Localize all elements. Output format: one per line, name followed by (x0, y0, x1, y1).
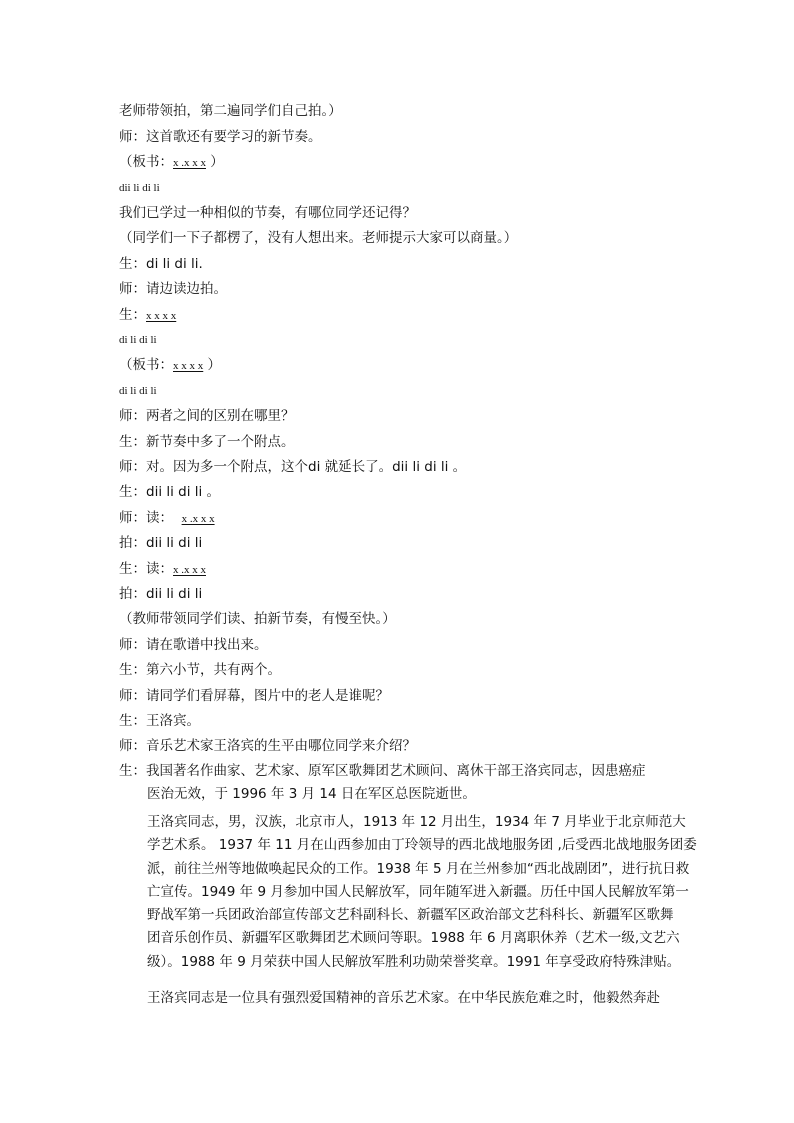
text-line: （同学们一下子都楞了，没有人想出来。老师提示大家可以商量。） (119, 230, 518, 246)
text-line: 师：请在歌谱中找出来。 (119, 637, 268, 653)
paragraph-line: 级）。1988 年 9 月荣获中国人民解放军胜利功勋荣誉奖章。1991 年享受政府特殊津贴。 (147, 953, 681, 970)
text-line: 师：请同学们看屏幕，图片中的老人是谁呢？ (119, 688, 389, 704)
text-line: 老师带领拍，第二遍同学们自己拍。） (119, 103, 342, 119)
text-line: 师：音乐艺术家王洛宾的生平由哪位同学来介绍？ (119, 738, 416, 754)
text-line: 拍：dii li di li (119, 586, 203, 602)
speaker-prefix: 生：读： (119, 561, 173, 577)
paragraph-line: 医治无效，于 1996 年 3 月 14 日在军区总医院逝世。 (147, 786, 476, 803)
text-line: 生：王洛宾。 (119, 713, 200, 729)
text-line: 师：两者之间的区别在哪里？ (119, 408, 295, 424)
paragraph-line: 王洛宾同志，男，汉族，北京市人，1913 年 12 月出生，1934 年 7 月毕业于北京师范大 (147, 814, 686, 830)
rhythm-notation: x .x x x (173, 564, 206, 576)
board-note-suffix: ） (206, 154, 224, 170)
board-note-line (119, 355, 221, 376)
paragraph-line: 王洛宾同志是一位具有强烈爱国精神的音乐艺术家。在中华民族危难之时，他毅然奔赴 (147, 990, 660, 1006)
syllable-line: di li di li (119, 385, 157, 397)
rhythm-line (119, 559, 206, 580)
board-note-suffix: ） (203, 357, 222, 373)
paragraph-line: 亡宣传。1949 年 9 月参加中国人民解放军，同年随军进入新疆。历任中国人民解放军第一 (147, 883, 689, 900)
rhythm-notation: x .x x x (173, 157, 206, 169)
paragraph-line: 团音乐创作员、新疆军区歌舞团艺术顾问等职。1988 年 6 月离职休养（艺术一级,文艺六 (147, 930, 680, 947)
board-note-prefix: （板书： (119, 154, 173, 170)
paragraph-line: 生：我国著名作曲家、艺术家、原军区歌舞团艺术顾问、离休干部王洛宾同志，因患癌症 (119, 763, 646, 779)
rhythm-line (119, 508, 215, 529)
text-line: 生：di li di li. (119, 256, 203, 272)
paragraph-line: 学艺术系。 1937 年 11 月在山西参加由丁玲领导的西北战地服务团 ,后受西北战地服务团委 (147, 837, 697, 854)
text-line: 生：新节奏中多了一个附点。 (119, 434, 295, 450)
text-line: 师：这首歌还有要学习的新节奏。 (119, 129, 322, 145)
syllable-line: dii li di li (119, 182, 160, 194)
text-line: 拍：dii li di li (119, 535, 203, 551)
intro-paragraph (119, 760, 685, 807)
text-line: 生：dii li di li 。 (119, 484, 221, 500)
paragraph-line: 野战军第一兵团政治部宣传部文艺科副科长、新疆军区政治部文艺科科长、新疆军区歌舞 (147, 907, 674, 924)
syllable-line: di li di li (119, 334, 157, 346)
biography-paragraph (119, 811, 697, 974)
text-line: 师：请边读边拍。 (119, 281, 227, 297)
speaker-prefix: 生： (119, 307, 146, 323)
rhythm-line (119, 305, 176, 326)
closing-paragraph (119, 987, 685, 1010)
text-line: 我们已学过一种相似的节奏，有哪位同学还记得？ (119, 205, 416, 221)
rhythm-notation: x x x x (173, 360, 204, 372)
text-line: （教师带领同学们读、拍新节奏，有慢至快。） (119, 611, 396, 627)
text-line: 师：对。因为多一个附点，这个di 就延长了。dii li di li 。 (119, 459, 467, 475)
rhythm-notation: x x x x (146, 310, 177, 322)
text-line: 生：第六小节，共有两个。 (119, 662, 281, 678)
board-note-line (119, 152, 224, 173)
rhythm-notation: x .x x x (181, 513, 215, 525)
paragraph-line: 派，前往兰州等地做唤起民众的工作。1938 年 5 月在兰州参加“西北战剧团”，进行抗日救 (147, 860, 690, 877)
board-note-prefix: （板书： (119, 357, 173, 373)
speaker-prefix: 师：读： (119, 510, 182, 526)
